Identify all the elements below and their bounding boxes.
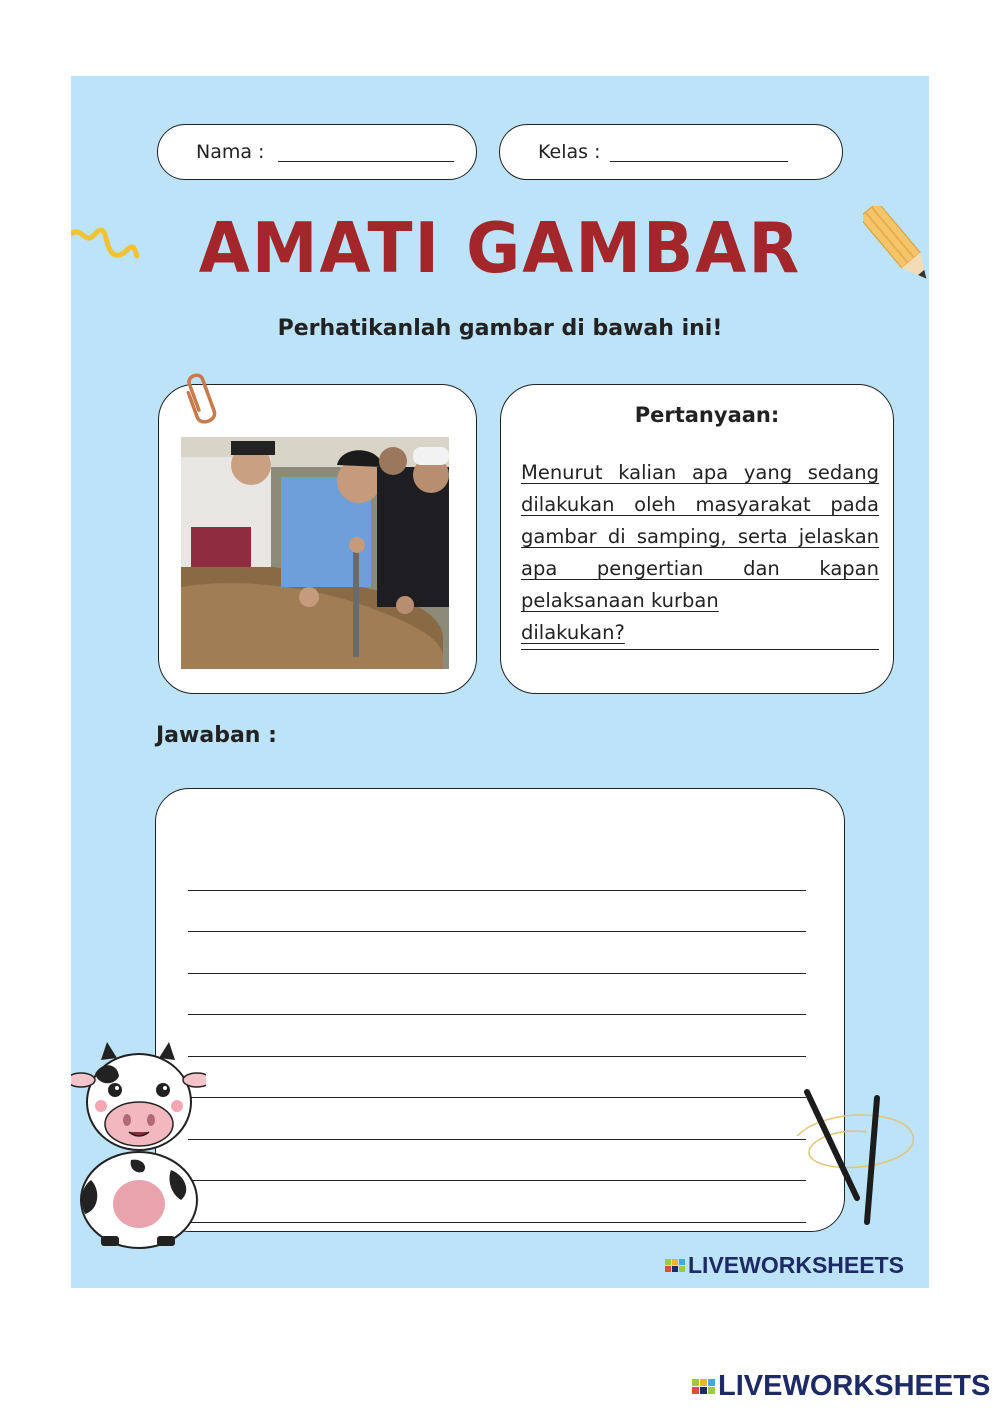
answer-line[interactable]: [188, 1140, 806, 1182]
question-last-line: dilakukan?: [521, 617, 879, 650]
footer-logo-text: LIVEWORKSHEETS: [718, 1370, 991, 1402]
worksheet: [71, 76, 929, 1288]
sheet-logo-text: LIVEWORKSHEETS: [688, 1252, 904, 1278]
answer-line[interactable]: [188, 1181, 806, 1223]
class-field-box: [499, 124, 843, 180]
answer-card[interactable]: [155, 788, 845, 1232]
answer-line[interactable]: [188, 932, 806, 974]
answer-lines: [188, 849, 806, 1223]
photo-card: [158, 384, 477, 694]
answer-line[interactable]: [188, 1015, 806, 1057]
answer-label: Jawaban :: [156, 723, 277, 748]
question-card: [500, 384, 894, 694]
question-text: [521, 457, 879, 650]
sheet-logo: [665, 1252, 904, 1279]
name-blank: [278, 143, 454, 162]
chopsticks-icon: [787, 1086, 923, 1226]
class-blank: [610, 143, 788, 162]
name-input[interactable]: [278, 145, 454, 165]
answer-line[interactable]: [188, 891, 806, 933]
answer-line[interactable]: [188, 974, 806, 1016]
footer-logo: [692, 1370, 990, 1403]
name-label: Nama :: [196, 141, 265, 163]
question-title: Pertanyaan:: [634, 403, 780, 427]
liveworksheets-logo-icon: [665, 1259, 685, 1272]
cow-icon: [71, 1040, 206, 1250]
question-body: Menurut kalian apa yang sedang dilakukan oleh masyarakat pada gambar di samping, serta jelaskan apa pengertian dan kapan pelaksanaan kurban: [521, 461, 879, 612]
answer-line[interactable]: [188, 1057, 806, 1099]
instruction-text: Perhatikanlah gambar di bawah ini!: [277, 316, 723, 341]
photo: [181, 437, 449, 669]
page-title: AMATI GAMBAR: [198, 208, 802, 289]
liveworksheets-logo-icon: [692, 1379, 715, 1394]
name-field-box: [157, 124, 477, 180]
class-input[interactable]: [610, 145, 788, 165]
answer-line[interactable]: [188, 1098, 806, 1140]
paperclip-icon: [185, 368, 221, 428]
class-label: Kelas :: [538, 141, 601, 163]
answer-line[interactable]: [188, 849, 806, 891]
